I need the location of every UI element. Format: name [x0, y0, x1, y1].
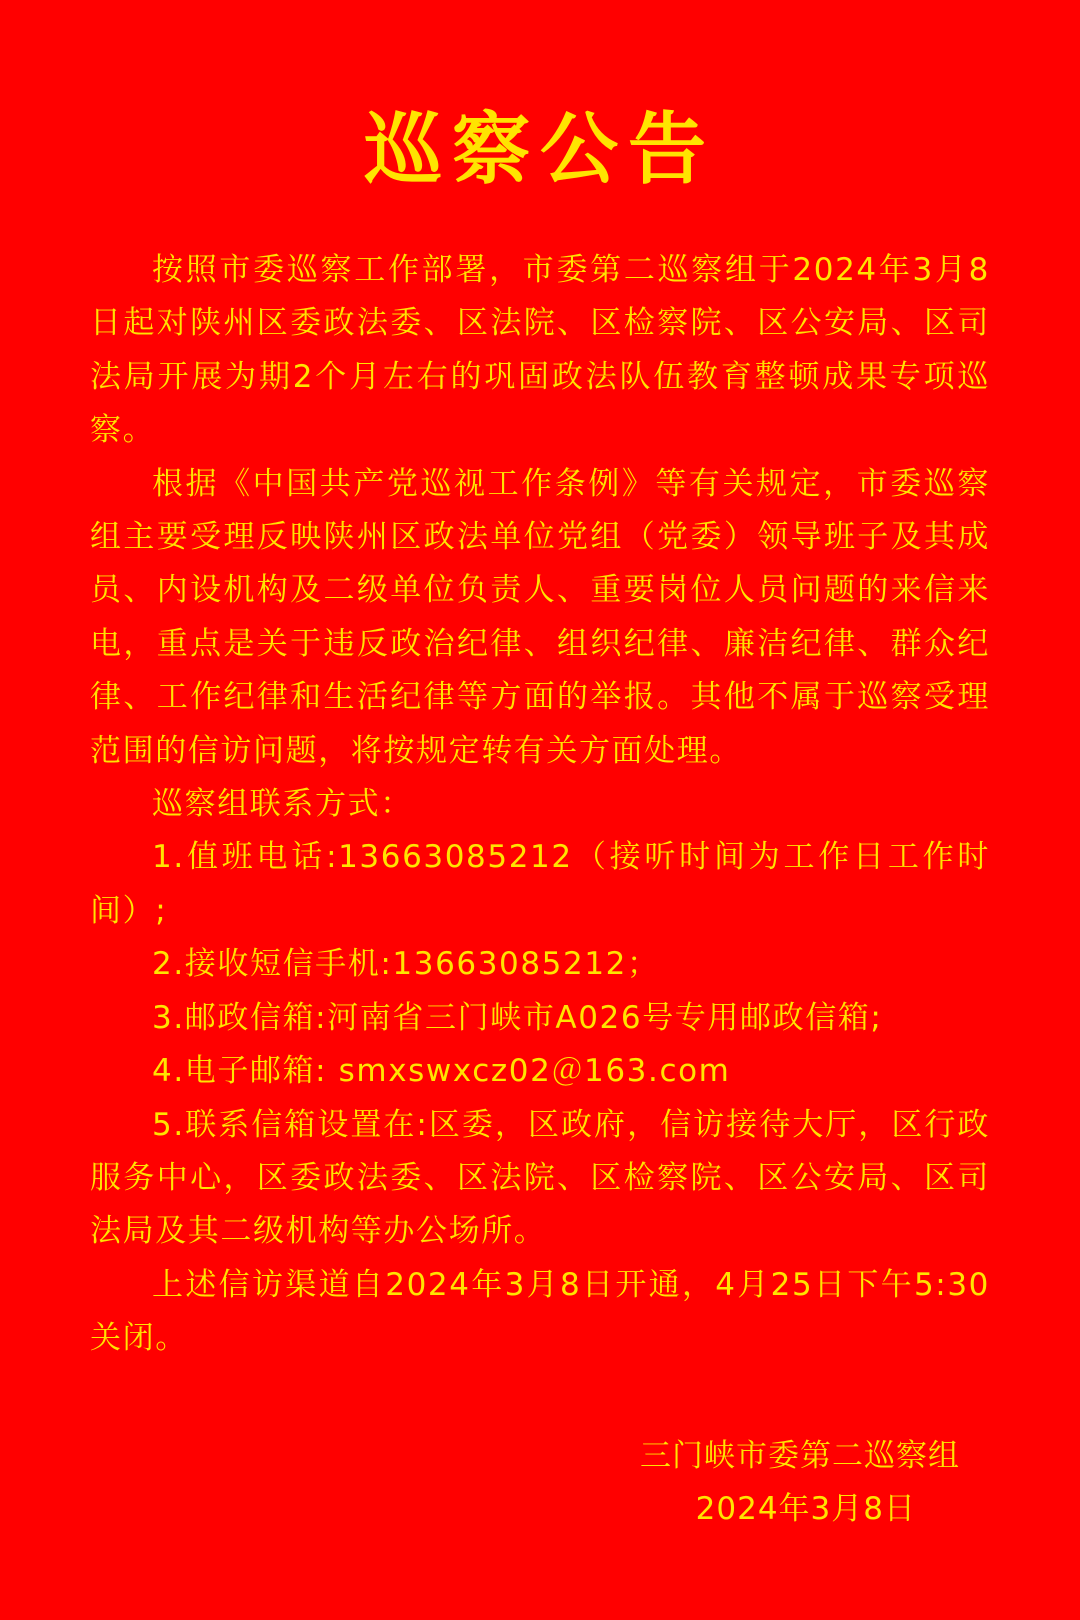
contact-phone: 1.值班电话:13663085212（接听时间为工作日工作时间）;	[90, 839, 990, 929]
signature-org: 三门峡市委第二巡察组	[640, 1438, 960, 1474]
paragraph-intro: 按照市委巡察工作部署，市委第二巡察组于2024年3月8日起对陕州区委政法委、区法院、区检察院、区公安局、区司法局开展为期2个月左右的巩固政法队伍教育整顿成果专项巡察。	[90, 252, 990, 449]
announcement-body	[90, 244, 990, 1366]
announcement-title: 巡察公告	[363, 105, 716, 195]
signature-date: 2024年3月8日	[695, 1491, 916, 1527]
closing-notice: 上述信访渠道自2024年3月8日开通，4月25日下午5:30关闭。	[90, 1266, 990, 1357]
paragraph-scope: 根据《中国共产党巡视工作条例》等有关规定，市委巡察组主要受理反映陕州区政法单位党组（党委）领导班子及其成员、内设机构及二级单位负责人、重要岗位人员问题的来信来电，重点是关于违反政治纪律、组织纪律、廉洁纪律、群众纪律、工作纪律和生活纪律等方面的举报。其他不属于巡察受理范围的信访问题，将按规定转有关方面处理。	[90, 465, 990, 769]
contact-email: 4.电子邮箱: smxswxcz02＠163.com	[152, 1053, 731, 1090]
contact-mailboxes: 5.联系信箱设置在:区委，区政府，信访接待大厅，区行政服务中心，区委政法委、区法院、区检察院、区公安局、区司法局及其二级机构等办公场所。	[90, 1106, 990, 1250]
signature-block	[540, 1430, 960, 1536]
contact-heading: 巡察组联系方式：	[152, 786, 413, 823]
contact-postal-box: 3.邮政信箱:河南省三门峡市A026号专用邮政信箱;	[152, 999, 883, 1036]
contact-sms: 2.接收短信手机:13663085212；	[152, 946, 660, 983]
